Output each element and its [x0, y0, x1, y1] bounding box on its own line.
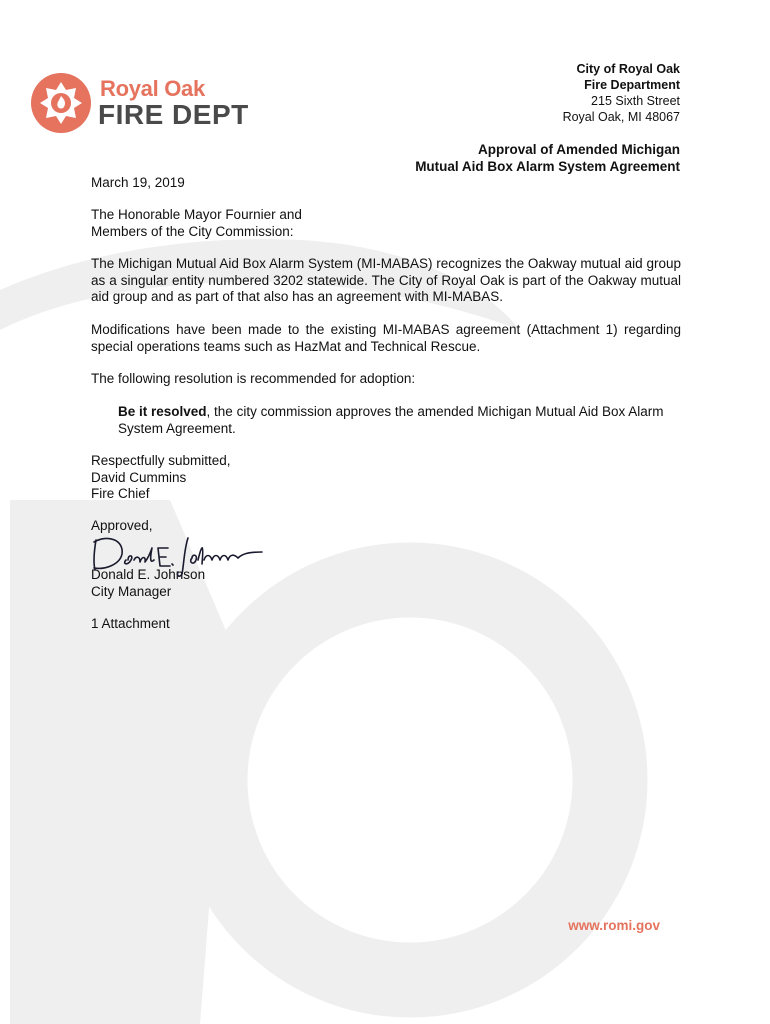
salutation-line-1: The Honorable Mayor Fournier and	[91, 207, 302, 222]
body-paragraph-2: Modifications have been made to the existing MI-MABAS agreement (Attachment 1) regarding special operations teams such as HazMat and Technical Rescue.	[91, 322, 681, 354]
closing-name: David Cummins	[91, 469, 187, 485]
fire-badge-icon	[30, 72, 92, 134]
salutation-line-2: Members of the City Commission:	[91, 223, 294, 239]
royal-oak-fire-dept-logo	[30, 72, 260, 136]
address-city-state-zip: Royal Oak, MI 48067	[562, 110, 680, 124]
subject-line-2: Mutual Aid Box Alarm System Agreement	[415, 159, 680, 174]
logo-royal-oak-text: Royal Oak	[100, 76, 205, 101]
approver-title: City Manager	[91, 583, 172, 599]
address-department: Fire Department	[584, 78, 680, 92]
address-city: City of Royal Oak	[576, 62, 680, 76]
body-paragraph-1: The Michigan Mutual Aid Box Alarm System (MI-MABAS) recognizes the Oakway mutual aid group as a singular entity numbered 3202 statewide. The City of Royal Oak is part of the Oakway mutual aid group and as part of that also has an agreement with MI-MABAS.	[91, 256, 681, 304]
logo-fire-dept-text: FIRE DEPT	[98, 99, 249, 130]
attachment-count: 1 Attachment	[91, 616, 170, 631]
closing-line: Respectfully submitted,	[91, 453, 231, 468]
approval-label: Approved,	[91, 518, 153, 533]
footer-website-link[interactable]: www.romi.gov	[568, 918, 660, 933]
subject-line-1: Approval of Amended Michigan	[477, 142, 680, 157]
letter-subject	[415, 141, 680, 175]
letter-date: March 19, 2019	[91, 175, 185, 190]
closing-block	[91, 453, 681, 503]
resolution-paragraph	[118, 404, 678, 437]
address-street: 215 Sixth Street	[591, 94, 680, 108]
salutation	[91, 207, 681, 240]
closing-title: Fire Chief	[91, 486, 150, 501]
approver-name: Donald E. Johnson	[91, 567, 206, 582]
resolution-text: , the city commission approves the amended Michigan Mutual Aid Box Alarm System Agreement.	[118, 404, 664, 436]
handwritten-signature	[88, 530, 268, 580]
department-address	[563, 61, 680, 125]
resolution-bold-lead: Be it resolved	[118, 404, 207, 419]
body-paragraph-3: The following resolution is recommended for adoption:	[91, 371, 416, 386]
